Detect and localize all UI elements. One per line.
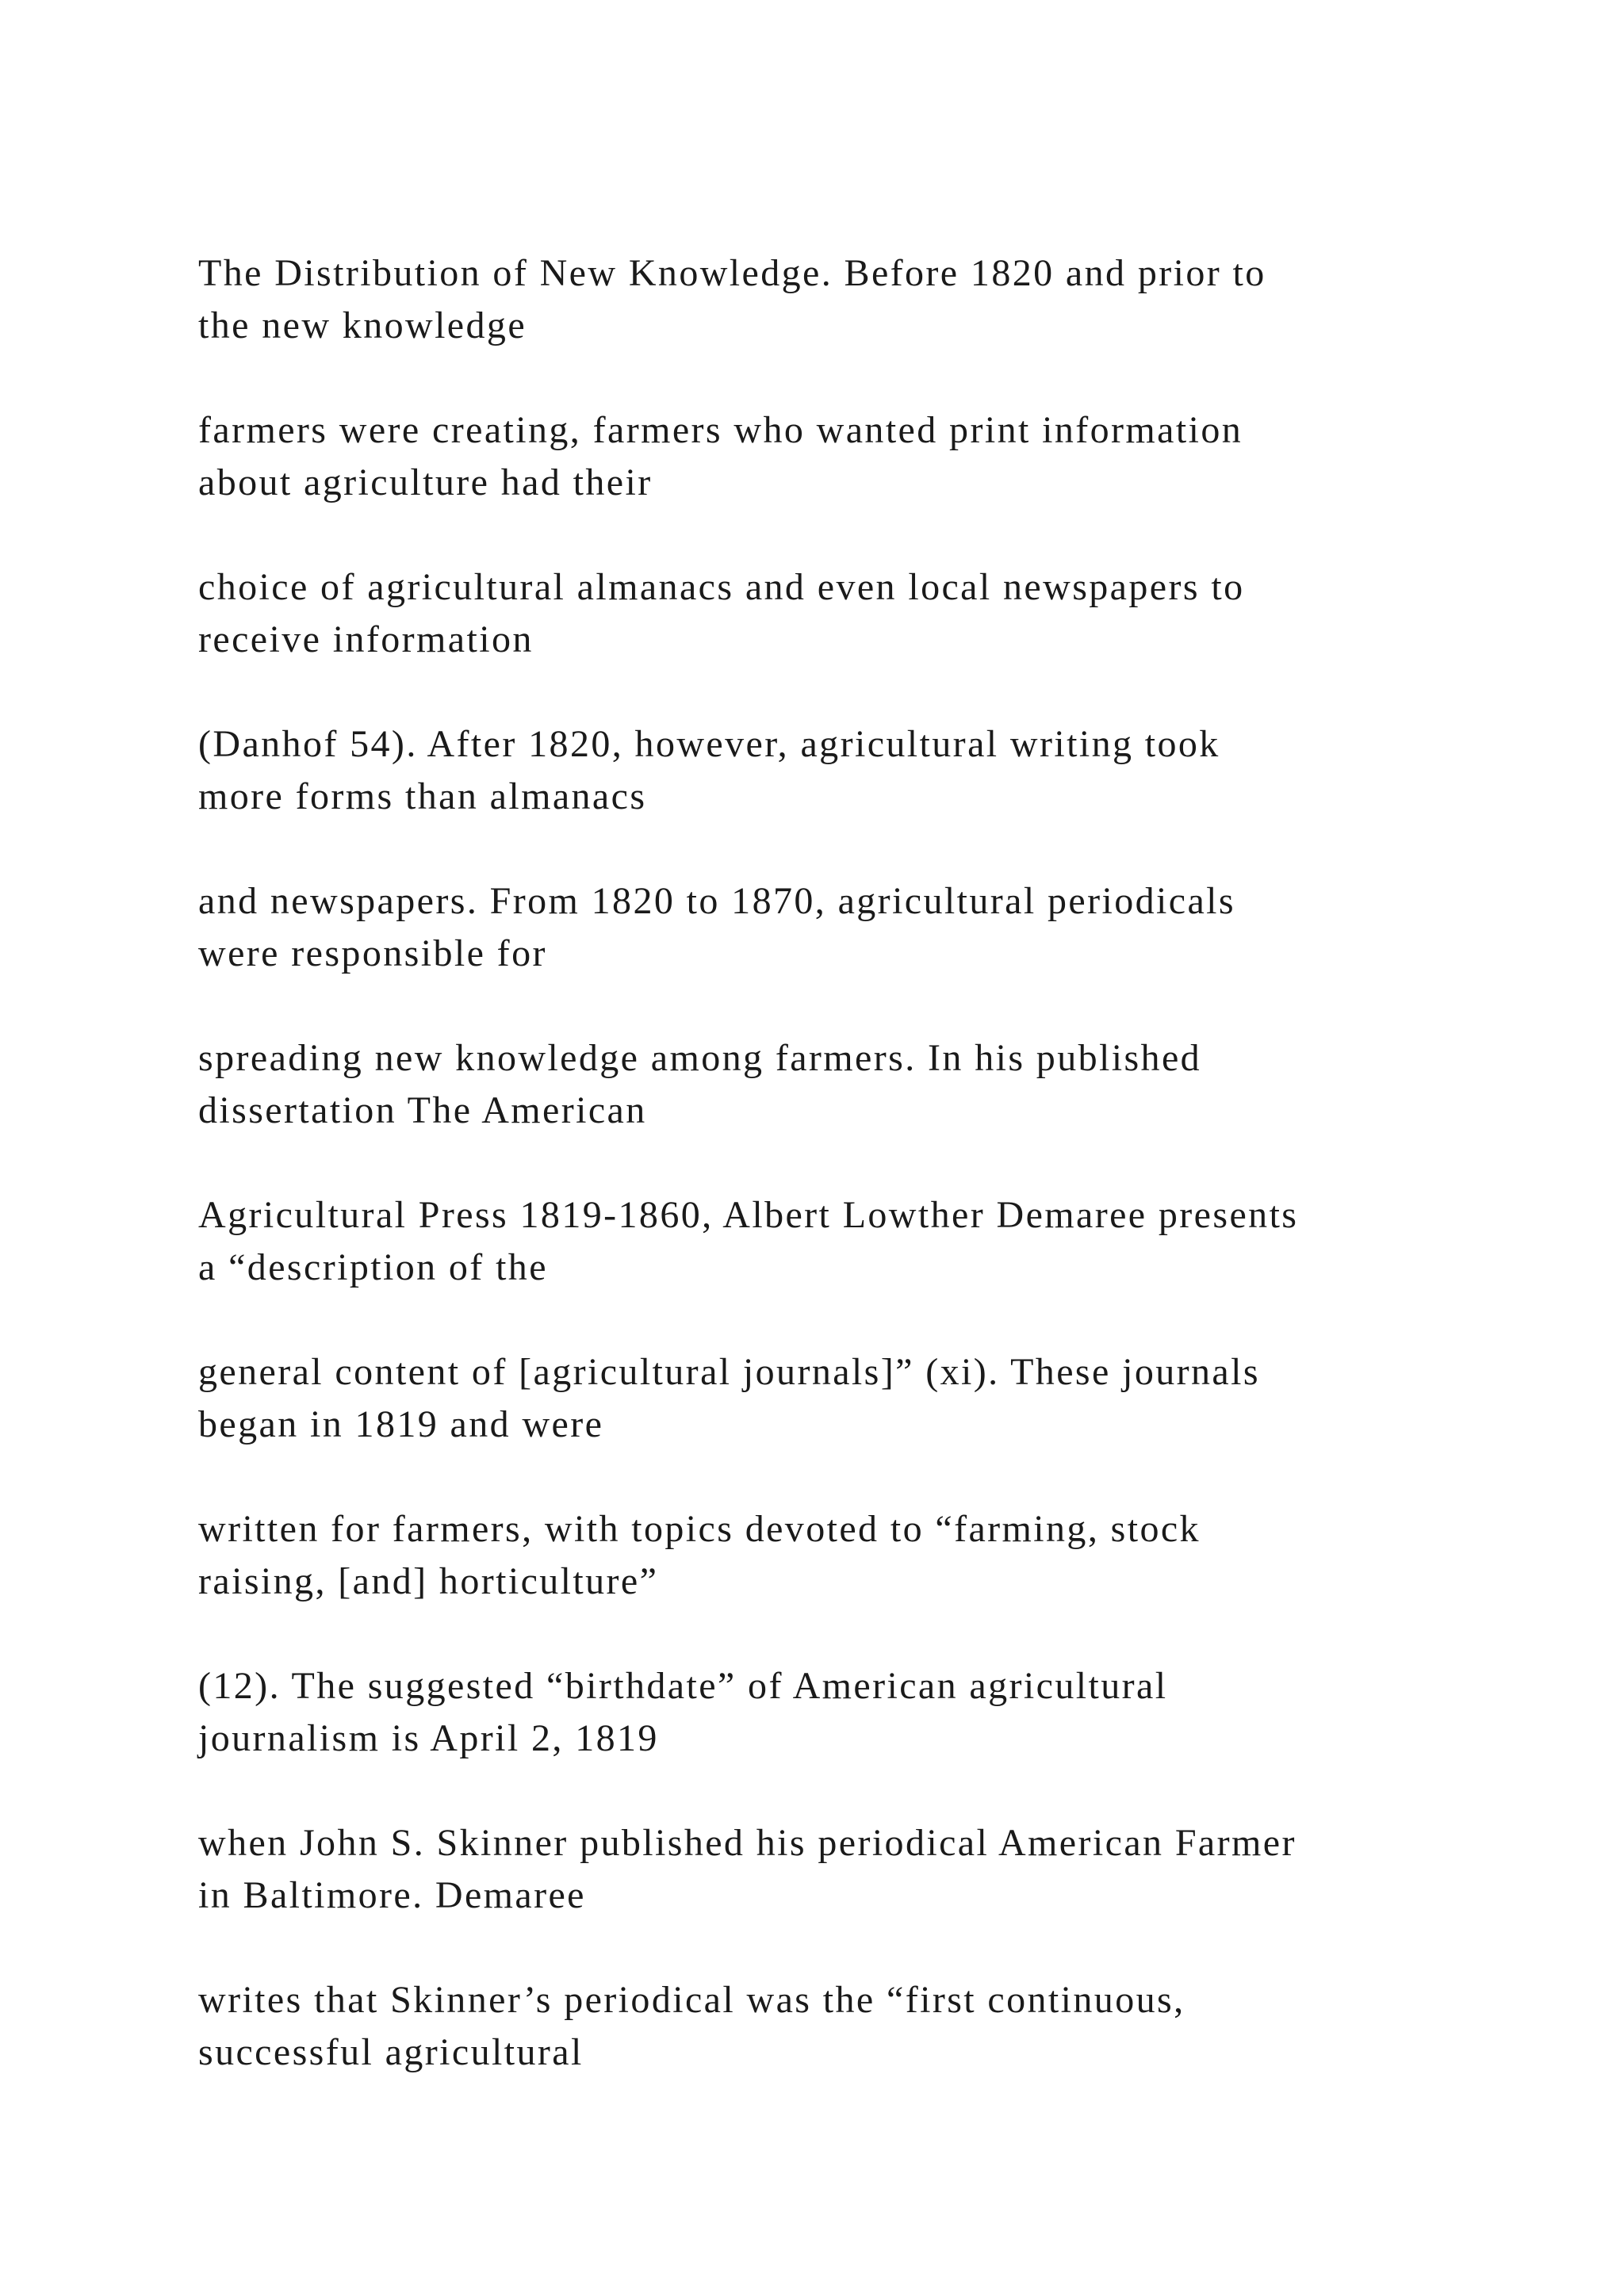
text-line: (12). The suggested “birthdate” of American agricultural (198, 1665, 1168, 1707)
text-line: (Danhof 54). After 1820, however, agricultural writing took (198, 723, 1220, 765)
text-line: dissertation The American (198, 1089, 647, 1131)
text-line: more forms than almanacs (198, 775, 647, 817)
paragraph (198, 718, 1483, 823)
paragraph (198, 561, 1483, 666)
text-line: journalism is April 2, 1819 (198, 1717, 659, 1759)
text-line: spreading new knowledge among farmers. In his published (198, 1037, 1202, 1079)
text-line: and newspapers. From 1820 to 1870, agricultural periodicals (198, 880, 1235, 922)
text-line: receive information (198, 618, 534, 660)
paragraph (198, 247, 1483, 352)
text-line: successful agricultural (198, 2031, 584, 2073)
paragraph (198, 1189, 1483, 1294)
text-line: general content of [agricultural journals]” (xi). These journals (198, 1351, 1260, 1393)
text-line: a “description of the (198, 1246, 548, 1288)
text-line: when John S. Skinner published his periodical American Farmer (198, 1822, 1297, 1864)
paragraph (198, 1032, 1483, 1137)
paragraph (198, 404, 1483, 509)
text-line: writes that Skinner’s periodical was the “first continuous, (198, 1979, 1185, 2021)
paragraph (198, 1346, 1483, 1451)
text-line: were responsible for (198, 932, 547, 974)
paragraph (198, 1660, 1483, 1765)
text-line: The Distribution of New Knowledge. Before 1820 and prior to (198, 252, 1266, 294)
text-line: choice of agricultural almanacs and even local newspapers to (198, 566, 1245, 608)
text-line: the new knowledge (198, 304, 527, 346)
text-line: about agriculture had their (198, 461, 653, 503)
text-line: farmers were creating, farmers who wanted print information (198, 409, 1243, 451)
text-line: raising, [and] horticulture” (198, 1560, 659, 1602)
text-line: written for farmers, with topics devoted to “farming, stock (198, 1508, 1201, 1550)
text-line: in Baltimore. Demaree (198, 1874, 586, 1916)
text-line: Agricultural Press 1819-1860, Albert Lowther Demaree presents (198, 1194, 1299, 1236)
paragraph (198, 1503, 1483, 1608)
paragraph (198, 875, 1483, 980)
paragraph (198, 1974, 1483, 2079)
body-text (198, 247, 1483, 2131)
paragraph (198, 1817, 1483, 1922)
text-line: began in 1819 and were (198, 1403, 604, 1445)
